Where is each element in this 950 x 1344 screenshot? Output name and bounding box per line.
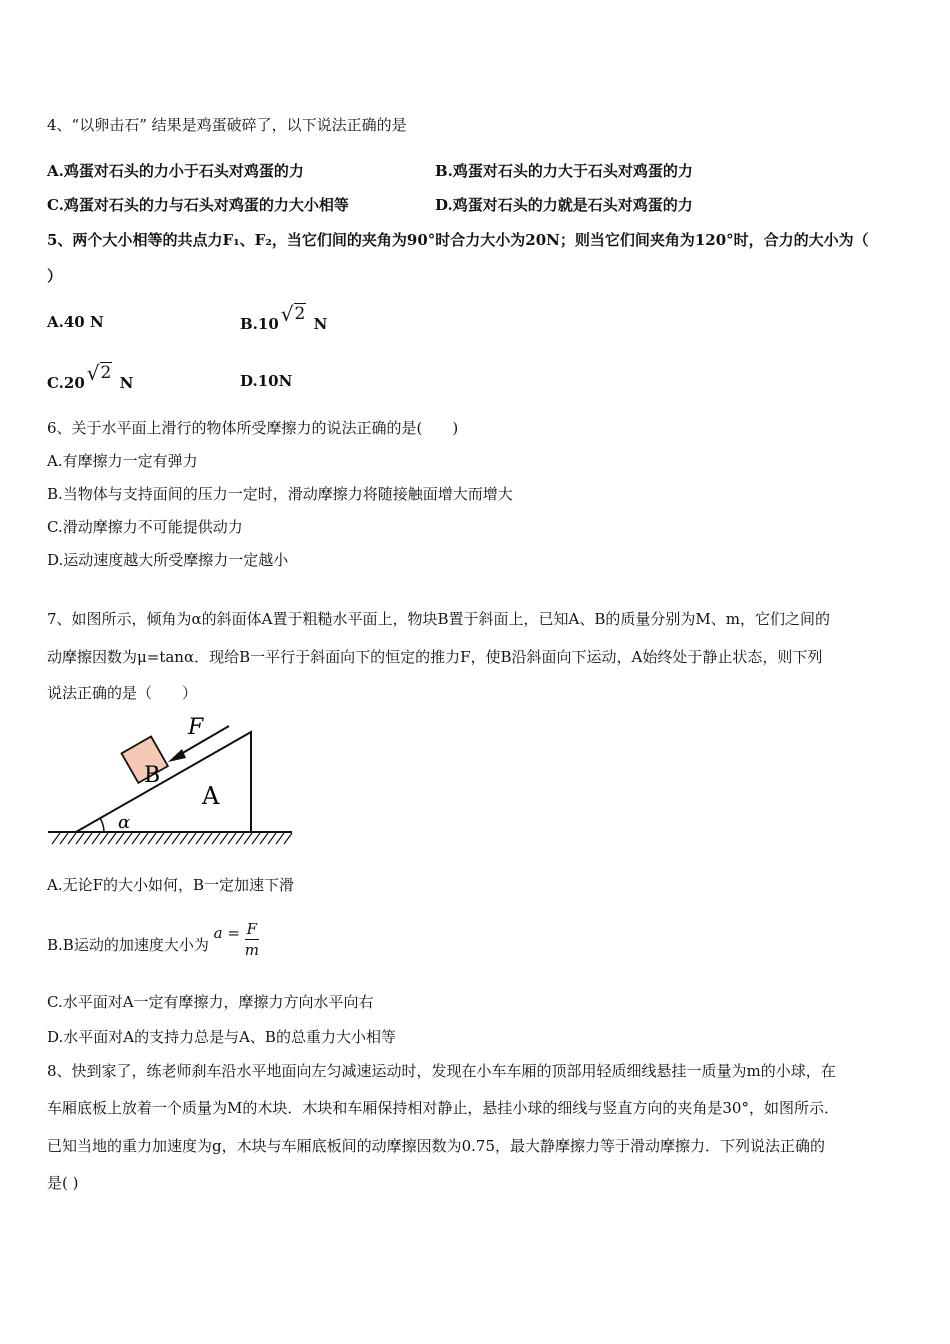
- q5-option-c-radicand: 2: [100, 363, 112, 383]
- q7-option-b-fraction: [245, 919, 259, 960]
- q7-option-b-lhs: a =: [213, 924, 240, 942]
- q8-line1: 8、快到家了，练老师刹车沿水平地面向左匀减速运动时，发现在小车车厢的顶部用轻质细线悬挂一质量为m的小球，在: [47, 1062, 836, 1080]
- q5-option-c-suffix: N: [119, 374, 134, 392]
- q7-option-c: C.水平面对A一定有摩擦力，摩擦力方向水平向右: [47, 993, 374, 1011]
- q5-option-c: [47, 361, 134, 393]
- q5-option-a: A.40 N: [47, 313, 104, 331]
- sqrt-symbol: √2: [86, 361, 112, 385]
- q8-line3: 已知当地的重力加速度为g，木块与车厢底板间的动摩擦因数为0.75，最大静摩擦力等于滑动摩擦力．下列说法正确的: [47, 1137, 826, 1155]
- ground-hatching: [52, 833, 292, 844]
- block-b-label: B: [144, 763, 161, 788]
- force-arrow-head: [168, 749, 186, 762]
- q7-option-b: [47, 918, 259, 960]
- q4-option-b: B.鸡蛋对石头的力大于石头对鸡蛋的力: [435, 162, 693, 180]
- q7-option-b-prefix: B.B运动的加速度大小为: [47, 936, 209, 954]
- q8-line4: 是( ): [47, 1174, 79, 1192]
- q5-stem-line2: ）: [47, 267, 63, 285]
- q6-option-d: D.运动速度越大所受摩擦力一定越小: [47, 551, 289, 569]
- incline-diagram: [46, 712, 296, 852]
- angle-label: α: [118, 812, 131, 833]
- q8-line2: 车厢底板上放着一个质量为M的木块．木块和车厢保持相对静止，悬挂小球的细线与竖直方向的夹角是30°，如图所示．: [47, 1099, 839, 1117]
- q4-option-a: A.鸡蛋对石头的力小于石头对鸡蛋的力: [47, 162, 304, 180]
- q5-option-b-suffix: N: [313, 315, 328, 333]
- q7-stem-line2: 动摩擦因数为μ=tanα．现给B一平行于斜面向下的恒定的推力F，使B沿斜面向下运动，A始终处于静止状态，则下列: [47, 648, 823, 666]
- q7-stem-line1: 7、如图所示，倾角为α的斜面体A置于粗糙水平面上，物块B置于斜面上，已知A、B的质量分别为M、m，它们之间的: [47, 610, 830, 628]
- q6-option-c: C.滑动摩擦力不可能提供动力: [47, 518, 243, 536]
- q5-option-b: [240, 302, 328, 334]
- q6-stem: 6、关于水平面上滑行的物体所受摩擦力的说法正确的是( ): [47, 419, 459, 437]
- fraction-denominator: m: [244, 940, 259, 959]
- fraction-numerator: F: [246, 919, 258, 938]
- wedge-a-label: A: [202, 782, 220, 810]
- q7-stem-line3: 说法正确的是（ ）: [47, 684, 198, 702]
- q5-option-c-prefix: C.20: [47, 374, 85, 392]
- q6-option-b: B.当物体与支持面间的压力一定时，滑动摩擦力将随接触面增大而增大: [47, 485, 513, 503]
- q5-option-b-prefix: B.10: [240, 315, 279, 333]
- sqrt-symbol: √2: [280, 302, 306, 326]
- angle-arc: [100, 818, 104, 832]
- wedge-a: [76, 732, 251, 832]
- q5-stem-line1: 5、两个大小相等的共点力F₁、F₂，当它们间的夹角为90°时合力大小为20N；则当它们间夹角为120°时，合力的大小为（: [47, 231, 869, 249]
- q7-option-d: D.水平面对A的支持力总是与A、B的总重力大小相等: [47, 1028, 396, 1046]
- q4-stem: 4、“以卵击石” 结果是鸡蛋破碎了，以下说法正确的是: [47, 116, 407, 134]
- q6-option-a: A.有摩擦力一定有弹力: [47, 452, 198, 470]
- q7-option-a: A.无论F的大小如何，B一定加速下滑: [47, 876, 295, 894]
- q5-option-b-radicand: 2: [294, 304, 306, 324]
- q5-option-d: D.10N: [240, 372, 293, 390]
- q4-option-d: D.鸡蛋对石头的力就是石头对鸡蛋的力: [435, 196, 693, 214]
- force-label: F: [188, 715, 204, 740]
- q4-option-c: C.鸡蛋对石头的力与石头对鸡蛋的力大小相等: [47, 196, 349, 214]
